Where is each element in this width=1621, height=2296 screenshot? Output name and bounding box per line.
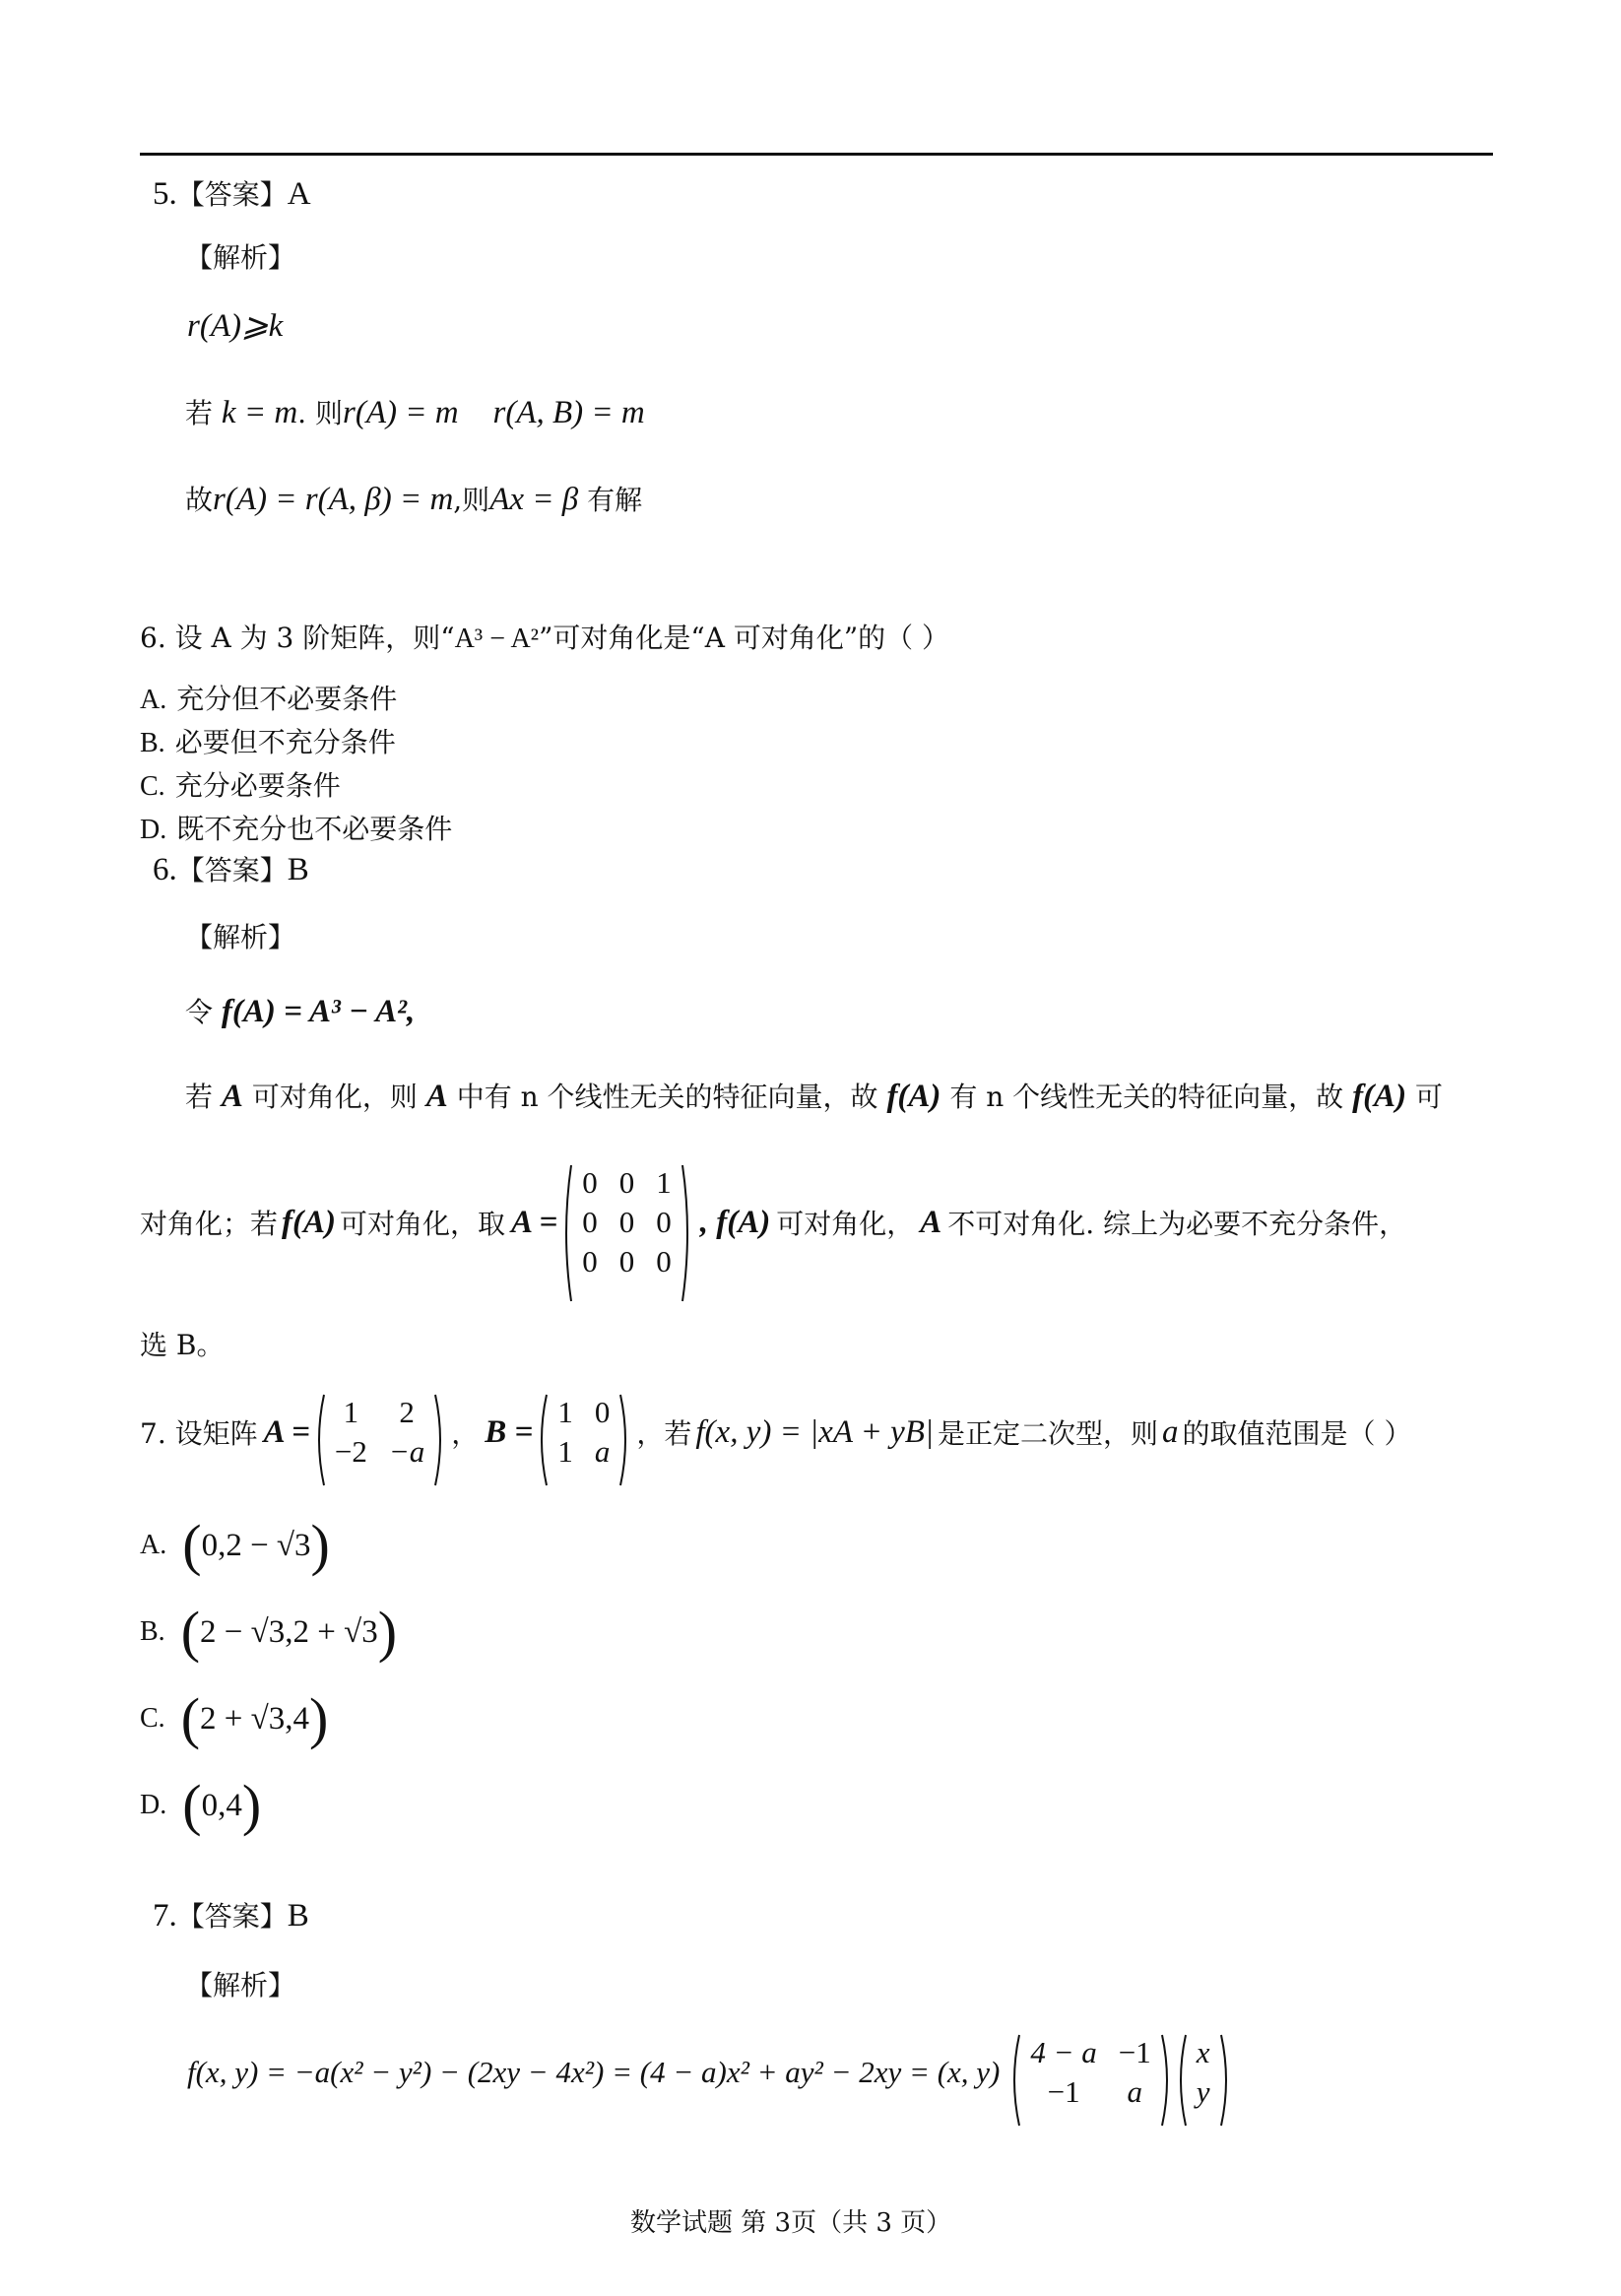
q6-option-d: D. 既不充分也不必要条件 (140, 813, 453, 845)
q5-answer-label: 【答案】 (176, 178, 288, 211)
q7-matrix-b: 1 0 1 a (539, 1393, 628, 1472)
q7-stem: 7. 设矩阵 A = 1 2 −2 −a ， B = 1 0 1 a ，若 f(x, y) = |xA + yB| 是正定二次型，则 a 的取值范围是（ ） (140, 1383, 1411, 1481)
q6-para-2: 对角化；若 f(A) 可对角化，取 A = 0 0 1 0 0 0 0 0 0 , f(A) 可对角化， A 不可对角化. 综上为必要不充分条件， (140, 1148, 1406, 1296)
q7-formula-vector: x y (1178, 2033, 1229, 2112)
header-rule (140, 153, 1493, 156)
q6-answer: 6.【答案】B (153, 852, 309, 887)
q6-ling-line: 令 f(A) = A³ − A², (185, 994, 416, 1029)
matrix-right-paren (681, 1163, 694, 1303)
q7-answer: 7.【答案】B (153, 1898, 309, 1934)
q5-answer-value: A (287, 176, 311, 212)
q5-line-2: 若 k = m. 则r(A) = m r(A, B) = m (185, 395, 645, 430)
q6-option-c: C. 充分必要条件 (140, 769, 341, 802)
q7-analysis-label: 【解析】 (185, 1969, 296, 2001)
q7-formula: f(x, y) = −a(x² − y²) − (2xy − 4x²) = (4 − a)x² + ay² − 2xy = (x, y) 4 − a −1 −1 a x y (187, 2021, 1229, 2124)
q7-matrix-a: 1 2 −2 −a (316, 1393, 443, 1472)
q6-analysis-label: 【解析】 (185, 921, 296, 953)
matrix-left-paren (559, 1163, 573, 1303)
q6-option-a: A. 充分但不必要条件 (140, 683, 398, 715)
q5-analysis-label: 【解析】 (185, 241, 296, 274)
q6-conclusion: 选 B。 (140, 1329, 225, 1361)
q7-formula-matrix: 4 − a −1 −1 a (1011, 2033, 1169, 2112)
q5-answer-number: 5. (153, 176, 177, 212)
q5-line-3: 故r(A) = r(A, β) = m,则Ax = β 有解 (185, 482, 643, 517)
q7-option-a: A. ( 0,2 − √3 ) (140, 1513, 330, 1577)
q5-answer (153, 173, 311, 213)
q6-para-1: 若 A 可对角化，则 A 中有 n 个线性无关的特征向量，故 f(A) 有 n 个线性无关的特征向量，故 f(A) 可 (185, 1079, 1443, 1114)
q7-option-d: D. ( 0,4 ) (140, 1773, 262, 1837)
q7-option-b: B. ( 2 − √3,2 + √3 ) (140, 1600, 398, 1664)
page-footer: 数学试题 第 3页（共 3 页） (630, 2208, 952, 2238)
q7-option-c: C. ( 2 + √3,4 ) (140, 1686, 329, 1750)
q5-line-1: r(A)⩾k (187, 308, 284, 344)
q6-example-matrix: 0 0 1 0 0 0 0 0 0 (563, 1163, 690, 1281)
q6-stem: 6. 设 A 为 3 阶矩阵，则“A³ − A²”可对角化是“A 可对角化”的（ ） (140, 622, 950, 654)
q6-option-b: B. 必要但不充分条件 (140, 726, 396, 758)
